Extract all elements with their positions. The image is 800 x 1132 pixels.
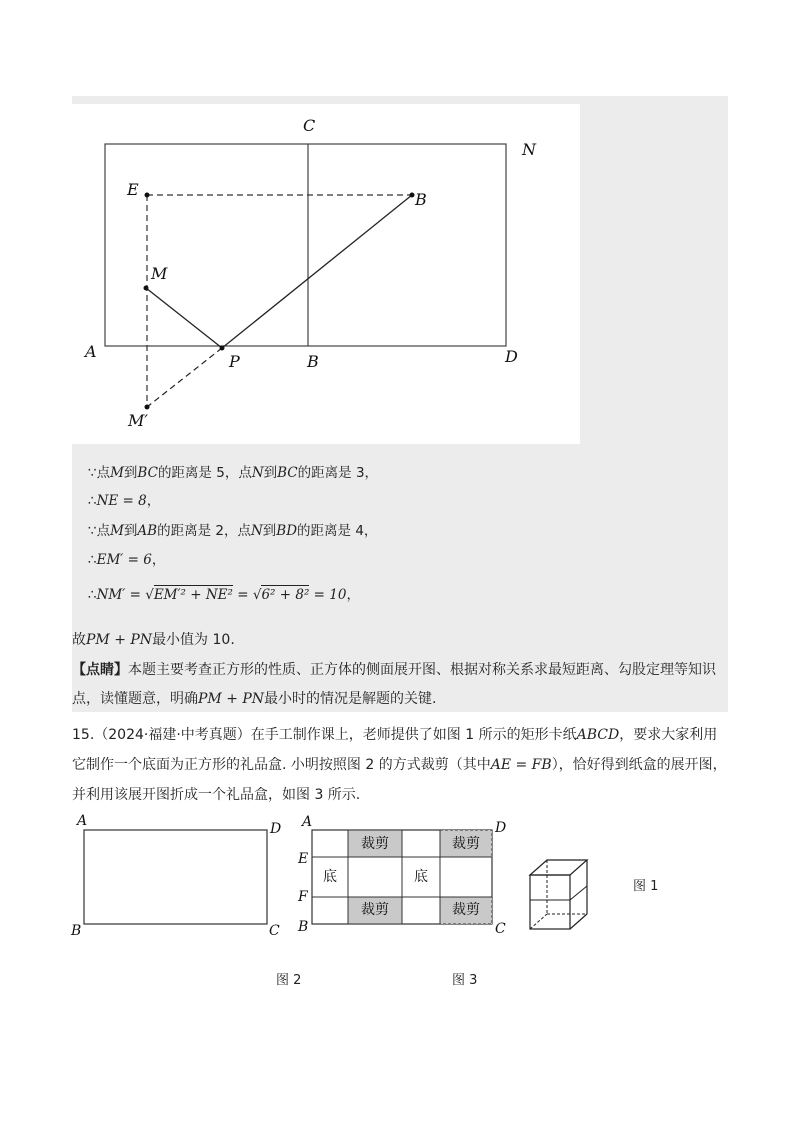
caption-fig-1: 图 1	[633, 879, 659, 894]
label-A: A	[85, 342, 97, 361]
card-label-B: B	[71, 923, 82, 939]
net-label-C: C	[495, 921, 506, 937]
box-front	[530, 875, 570, 929]
label-D: D	[505, 347, 518, 366]
label-M-prime: M′	[128, 411, 149, 430]
problem-line-3: 并利用该展开图折成一个礼品盒，如图 3 所示.	[72, 787, 361, 803]
box-bottom-right	[570, 914, 587, 929]
caption-fig-3: 图 3	[452, 973, 478, 988]
solution-line-2: ∴NE = 8，	[88, 493, 161, 509]
radicand-2: 6² + 8²	[261, 587, 310, 603]
cut-text-top-1: 裁剪	[361, 836, 389, 852]
solution-line-3: ∵点M到AB的距离是 2，点N到BD的距离是 4，	[88, 523, 378, 539]
comment-line-1: 【点睛】本题主要考查正方形的性质、正方体的侧面展开图、根据对称关系求最短距离、勾股定理等知识	[72, 662, 716, 678]
problem-line-1: 15.（2024·福建·中考真题）在手工制作课上，老师提供了如图 1 所示的矩形卡纸ABCD，要求大家利用	[72, 727, 718, 743]
gift-box	[530, 860, 587, 929]
problem-line-2: 它制作一个底面为正方形的礼品盒. 小明按照图 2 的方式裁剪（其中AE = FB），恰好得到纸盒的展开图，	[72, 757, 727, 773]
label-E: E	[127, 180, 139, 199]
label-B-point: B	[415, 190, 427, 209]
label-B-base: B	[307, 352, 319, 371]
comment-line-2: 点，读懂题意，明确PM + PN最小时的情况是解题的关键.	[72, 691, 437, 707]
net-label-A: A	[302, 814, 313, 830]
base-text-2: 底	[414, 869, 428, 885]
cut-text-bottom-2: 裁剪	[452, 902, 480, 918]
net-label-D: D	[495, 820, 507, 836]
problem-number: 15.	[72, 727, 95, 743]
solution-line-5: ∴NM′ = √EM′² + NE² = √6² + 8² = 10，	[88, 587, 360, 603]
net-label-E: E	[298, 851, 309, 867]
box-top	[530, 860, 587, 875]
net-label-F: F	[298, 889, 308, 905]
card-label-A: A	[77, 813, 88, 829]
cut-text-bottom-1: 裁剪	[361, 902, 389, 918]
solution-line-6: 故PM + PN最小值为 10.	[72, 632, 235, 648]
box-hidden-diagonal	[530, 914, 547, 929]
label-M: M	[151, 264, 168, 283]
label-C: C	[303, 116, 316, 135]
card-label-C: C	[269, 923, 280, 939]
card-label-D: D	[270, 821, 282, 837]
radicand-1: EM′² + NE²	[153, 587, 233, 603]
label-N: N	[522, 140, 536, 159]
caption-fig-2: 图 2	[276, 973, 302, 988]
net-label-B: B	[298, 919, 309, 935]
card-rectangle	[84, 830, 267, 924]
box-mid-right	[570, 886, 587, 900]
solution-line-1: ∵点M到BC的距离是 5，点N到BC的距离是 3，	[88, 465, 379, 481]
comment-tag: 【点睛】	[72, 662, 128, 678]
label-P: P	[229, 352, 240, 371]
problem-source: （2024·福建·中考真题）	[94, 727, 251, 743]
solution-line-4: ∴EM′ = 6，	[88, 552, 166, 568]
base-text-1: 底	[323, 869, 337, 885]
cut-text-top-2: 裁剪	[452, 836, 480, 852]
